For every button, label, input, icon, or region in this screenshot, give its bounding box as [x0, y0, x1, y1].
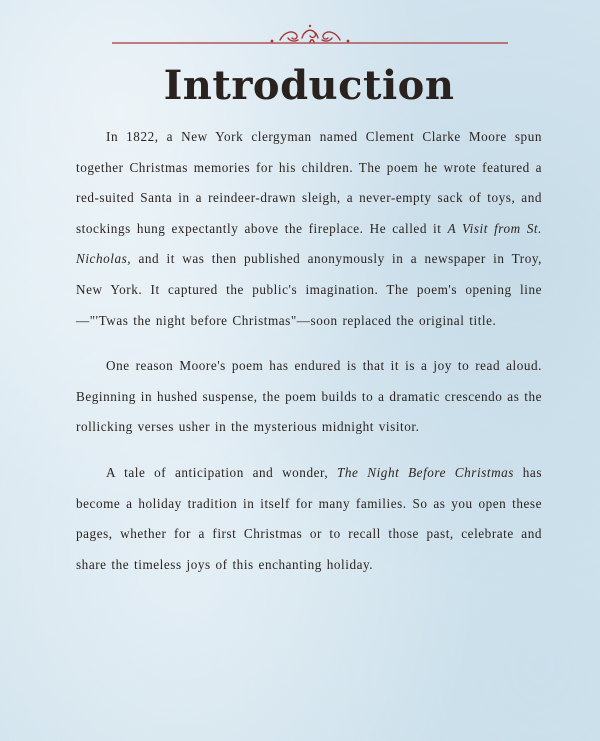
- scroll-flourish-icon: [112, 14, 508, 54]
- intro-body: [76, 122, 542, 595]
- paragraph-3-text-a: A tale of anticipation and wonder,: [106, 464, 338, 480]
- paragraph-2-text: One reason Moore's poem has endured is that it is a joy to read aloud. Beginning in hushed suspense, the poem builds to a dramatic crescendo as the rollicking verses usher in the mysterious midnight visitor.: [76, 358, 542, 435]
- paragraph-3-text-b: has become a holiday tradition in itself for many families. So as you open these pages, whether for a first Christmas or to recall those past, celebrate and share the timeless joys of this enchanting holiday.: [76, 464, 543, 572]
- paragraph-3: [76, 458, 542, 580]
- poem-title-original: A Visit from St. Nicholas,: [76, 220, 542, 267]
- paragraph-2: [76, 351, 542, 443]
- paragraph-1: [76, 122, 542, 336]
- paragraph-1-text-a: In 1822, a New York clergyman named Clement Clarke Moore spun together Christmas memories for his children. The poem he wrote featured a red-suited Santa in a reindeer-drawn sleigh, a never-empty sack of toys, and stockings hung expectantly above the fireplace. He called it: [76, 129, 542, 236]
- page-title: Introduction: [163, 62, 455, 109]
- book-title: The Night Before Christmas: [337, 464, 514, 480]
- paragraph-1-text-b: and it was then published anonymously in a newspaper in Troy, New York. It captured the public's imagination. The poem's opening line—"'Twas the night before Christmas"—soon replaced the original title.: [76, 251, 542, 328]
